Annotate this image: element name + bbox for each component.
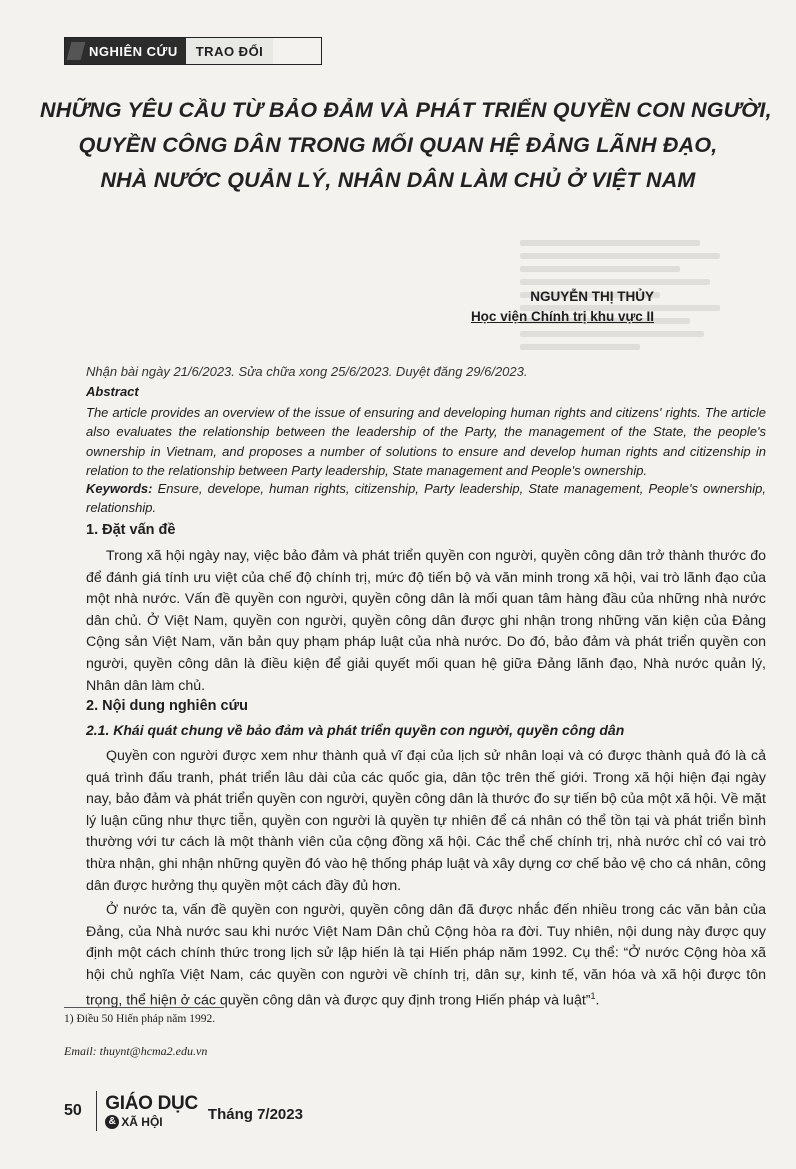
subsection-heading-2-1: 2.1. Khái quát chung về bảo đảm và phát triển quyền con người, quyền công dân [86, 722, 625, 738]
section-tag [64, 37, 322, 65]
footnote-ref: 1 [590, 991, 596, 1002]
author-name: NGUYỄN THỊ THỦY [530, 289, 654, 304]
submission-dates: Nhận bài ngày 21/6/2023. Sửa chữa xong 25/6/2023. Duyệt đăng 29/6/2023. [86, 364, 528, 379]
logo-bottom [105, 1115, 198, 1129]
footnote-divider [64, 1007, 224, 1008]
issue-date: Tháng 7/2023 [207, 1105, 303, 1123]
author-email: Email: thuynt@hcma2.edu.vn [64, 1044, 208, 1058]
page-footer [64, 1089, 303, 1133]
paragraph-end: . [595, 993, 600, 1010]
paragraph-text: Ở nước ta, vấn đề quyền con người, quyền công dân đã được nhắc đến nhiều trong các văn bản của Đảng, của Nhà nước sau khi nước Việt Nam Dân chủ Cộng hòa ra đời. Tuy nhiên, nội dung này được quy định một cách chính thức trong lịch sử lập hiến là tại Hiến pháp năm 1992. Cụ thể: “Ở nước Cộng hòa xã hội chủ nghĩa Việt Nam, các quyền con người về chính trị, dân sự, kinh tế, văn hóa và xã hội được tôn trọng, thể hiện ở các quyền công dân và được quy định trong Hiến pháp và luật” [86, 902, 766, 1010]
keywords-label: Keywords: [86, 481, 153, 496]
journal-logo [105, 1094, 198, 1129]
keywords [86, 479, 766, 518]
section-tag-primary: NGHIÊN CỨU [65, 38, 186, 64]
body-paragraph: Quyền con người được xem như thành quả vĩ đại của lịch sử nhân loại và có được thành quả đó là cả quá trình đấu tranh, phát triển lâu dài của các quốc gia, dân tộc trên thế giới. Trong xã hội hiện đại ngày nay, bảo đảm và phát triển quyền con người, quyền công dân là thước đo sự tiến bộ của một xã hội. Về mặt lý luận cũng như thực tiễn, quyền con người là quyền tự nhiên để cá nhân có thể tồn tại và phát triển bình thường với tư cách là một thành viên của cộng đồng xã hội. Các thể chế chính trị, nhà nước chỉ có vai trò thừa nhận, ghi nhận những quyền đó vào hệ thống pháp luật và xây dựng cơ chế bảo vệ cho cá nhân, công dân được hưởng thụ quyền một cách đầy đủ hơn. [86, 748, 766, 894]
footnote: 1) Điều 50 Hiến pháp năm 1992. [64, 1013, 216, 1025]
abstract-text: The article provides an overview of the issue of ensuring and developing human rights and citizens' rights. The article also evaluates the relationship between the leadership of the Party, the management of the State, the people's ownership in Vietnam, and proposes a number of solutions to ensure and develop human rights and citizenship in relation to the relationship between Party leadership, State management and People's ownership. [86, 405, 766, 478]
footer-divider [96, 1091, 98, 1131]
logo-bottom-text: XÃ HỘI [121, 1114, 163, 1129]
title-line: NHÀ NƯỚC QUẢN LÝ, NHÂN DÂN LÀM CHỦ Ở VIỆT NAM [100, 168, 696, 192]
article-title [40, 93, 772, 198]
body-paragraph: Trong xã hội ngày nay, việc bảo đảm và phát triển quyền con người, quyền công dân trở thành thước đo để đánh giá tính ưu việt của chế độ chính trị, mức độ tiến bộ và văn minh trong xã hội, vai trò lãnh đạo của một nhà nước. Vấn đề quyền con người, quyền công dân là mối quan tâm hàng đầu của những nhà nước dân chủ. Ở Việt Nam, quyền con người, quyền công dân được ghi nhận trong những văn kiện của Đảng Cộng sản Việt Nam, văn bản quy phạm pháp luật của nhà nước. Do đó, bảo đảm và phát triển quyền con người, quyền công dân là điều kiện để giải quyết mối quan hệ giữa Đảng lãnh đạo, Nhà nước quản lý, Nhân dân làm chủ. [86, 548, 766, 694]
body-paragraph [86, 900, 766, 1013]
keywords-list: Ensure, develope, human rights, citizenship, Party leadership, State management, People's ownership, relationship. [86, 481, 766, 516]
page-number: 50 [64, 1102, 82, 1119]
ampersand-icon: & [105, 1115, 119, 1129]
author-block [471, 287, 654, 327]
section-heading-2: 2. Nội dung nghiên cứu [86, 698, 248, 714]
logo-top-text: GIÁO DỤC [105, 1092, 198, 1114]
section-heading-1: 1. Đặt vấn đề [86, 522, 176, 538]
title-line: QUYỀN CÔNG DÂN TRONG MỐI QUAN HỆ ĐẢNG LÃNH ĐẠO, [78, 133, 718, 157]
title-line: NHỮNG YÊU CẦU TỪ BẢO ĐẢM VÀ PHÁT TRIỂN QUYỀN CON NGƯỜI, [40, 98, 772, 122]
author-affiliation: Học viện Chính trị khu vực II [470, 309, 654, 324]
section-tag-secondary: TRAO ĐỔI [186, 38, 274, 64]
abstract-heading: Abstract [86, 384, 139, 399]
